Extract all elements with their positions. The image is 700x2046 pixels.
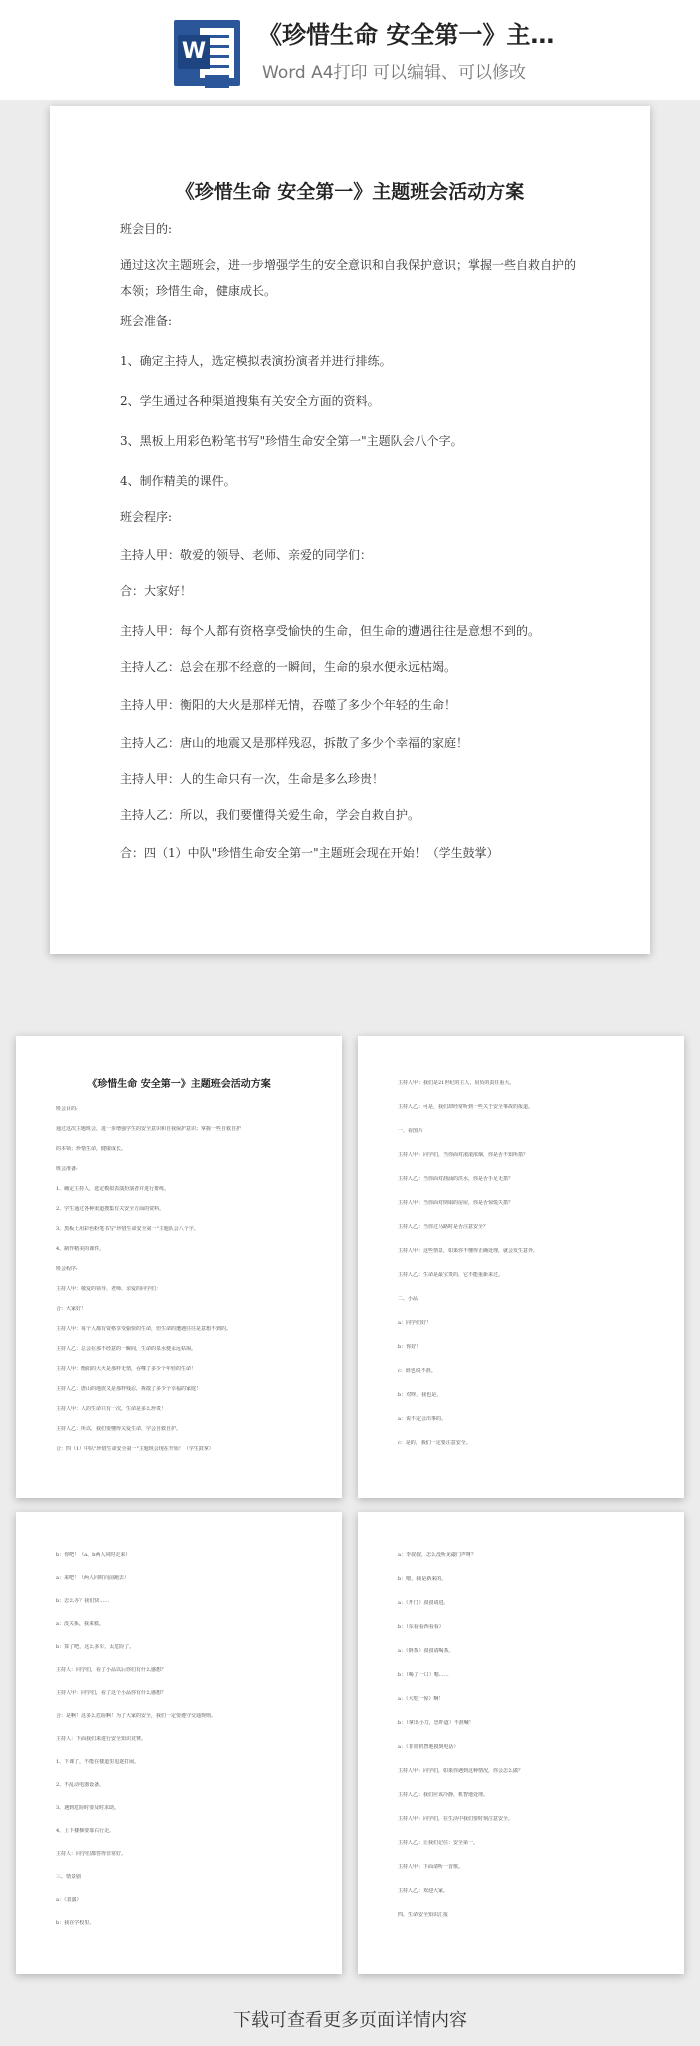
word-letter: W (178, 35, 210, 69)
thumbnail-line: 合：四（1）中队"珍惜生命安全第一"主题班会现在开始！（学生鼓掌） (56, 1446, 214, 1452)
thumbnail-line: 主持人乙：欢迎大家。 (398, 1888, 449, 1894)
thumbnail-line: 主持人乙：生命是最宝贵的，它不能重新来过。 (398, 1272, 504, 1278)
thumbnail-line: 主持人：下面我们来进行安全知识竞赛。 (56, 1736, 147, 1742)
page-thumbnail-2[interactable] (358, 1036, 684, 1498)
thumbnail-line: 主持人乙：所以，我们要懂得关爱生命，学会自救自护。 (56, 1426, 182, 1432)
paragraph: 主持人甲：敬爱的领导、老师、亲爱的同学们： (120, 548, 373, 562)
thumbnail-title: 《珍惜生命 安全第一》主题班会活动方案 (87, 1079, 271, 1090)
page-thumbnail-3[interactable] (16, 1512, 342, 1974)
thumbnail-line: c：谁也说不准。 (398, 1368, 436, 1374)
thumbnail-line: 1、确定主持人，选定模拟表演扮演者并进行排练。 (56, 1186, 170, 1192)
page-thumbnail-1[interactable] (16, 1036, 342, 1498)
thumbnail-line: b：对呀，我也是。 (398, 1392, 442, 1398)
thumbnail-line: 班会目的: (56, 1106, 78, 1112)
thumbnail-line: 主持人甲：每个人都有资格享受愉快的生命，但生命的遭遇往往是意想不到的。 (56, 1326, 232, 1332)
thumbnail-line: 四、生命安全知识汇报 (398, 1912, 449, 1918)
download-hint[interactable]: 下载可查看更多页面详情内容 (233, 2010, 467, 2031)
thumbnail-line: 主持人乙：可是，我们却经常听到一些关于安全事故的报道。 (398, 1104, 534, 1110)
thumbnail-line: 主持人乙：当你过马路时是否注意安全？ (398, 1224, 489, 1230)
thumbnail-line: b：我在学校里。 (56, 1920, 95, 1926)
thumbnail-line: a：没关系，我来救。 (56, 1621, 104, 1627)
paragraph: 合：大家好！ (120, 584, 193, 598)
thumbnail-line: 通过这次主题班会，进一步增强学生的安全意识和自我保护意识；掌握一些自救自护 (56, 1126, 242, 1132)
document-title: 《珍惜生命 安全第一》主… (258, 21, 555, 49)
thumbnail-line: b：你吧！（a、b两人同时走来） (56, 1552, 131, 1558)
paragraph: 主持人甲：衡阳的大火是那样无情，吞噬了多少个年轻的生命！ (120, 698, 457, 712)
thumbnail-line: 3、黑板上用彩色粉笔书写"珍惜生命安全第一"主题队会八个字。 (56, 1226, 199, 1232)
paragraph: 主持人乙：所以，我们要懂得关爱生命，学会自救自护。 (120, 808, 421, 822)
thumbnail-line: 主持人：同学们，看了小品以后你们有什么感想？ (56, 1667, 167, 1673)
thumbnail-line: 主持人：同学们都答得非常好。 (56, 1851, 127, 1857)
word-app-icon (174, 20, 240, 86)
thumbnail-line: b：怎么办？我们快…… (56, 1598, 110, 1604)
page-thumbnail-4[interactable] (358, 1512, 684, 1974)
thumbnail-line: 主持人乙：总会在那不经意的一瞬间，生命的泉水便永远枯竭。 (56, 1346, 197, 1352)
thumbnail-line: 4、制作精美的课件。 (56, 1246, 105, 1252)
paragraph: 主持人乙：总会在那不经意的一瞬间，生命的泉水便永远枯竭。 (120, 660, 457, 674)
thumbnail-line: 主持人甲：同学们，在生活中我们要时刻注意安全。 (398, 1816, 514, 1822)
thumbnail-line: 班会准备: (56, 1166, 78, 1172)
thumbnail-line: a：李叔叔，怎么没听见敲门声呀？ (398, 1552, 476, 1558)
thumbnail-line: a：同学们好！ (398, 1320, 431, 1326)
thumbnail-line: 的本领；珍惜生命，健康成长。 (56, 1146, 127, 1152)
thumbnail-line: b：（东看看西看看） (398, 1624, 444, 1630)
thumbnail-line: b：你好！ (398, 1344, 422, 1350)
thumbnail-line: 主持人甲：衡阳的大火是那样无情，吞噬了多少个年轻的生命！ (56, 1366, 197, 1372)
thumbnail-line: b：（拿出小刀，恐吓道）不准喊！ (398, 1720, 474, 1726)
thumbnail-line: 1、下课了，不能在楼道里追逐打闹。 (56, 1759, 140, 1765)
thumbnail-line: 主持人乙：当你面对汹涌的洪水，你是否手足无措？ (398, 1176, 514, 1182)
thumbnail-line: a：（表演） (56, 1897, 82, 1903)
thumbnail-line: a：（非常机智地摸到电话） (398, 1744, 459, 1750)
paragraph: 合：四（1）中队"珍惜生命安全第一"主题班会现在开始！（学生鼓掌） (120, 846, 499, 860)
thumbnail-line: 班会程序: (56, 1266, 78, 1272)
thumbnail-line: 合：是啊！这多么危险啊！为了大家的安全，我们一定要遵守交通规则。 (56, 1713, 217, 1719)
thumbnail-line: 主持人甲：当你面对倒塌的房屋，你是否惊慌失措？ (398, 1200, 514, 1206)
thumbnail-line: 合：大家好！ (56, 1306, 87, 1312)
main-page-preview (50, 106, 650, 954)
thumbnail-line: 主持人乙：唐山的地震又是那样残忍，拆散了多少个幸福的家庭！ (56, 1386, 202, 1392)
paragraph: 3、黑板上用彩色粉笔书写"珍惜生命安全第一"主题队会八个字。 (120, 434, 463, 448)
thumbnail-line: 主持人甲：同学们，当你面对滚滚浓烟，你是否不知所措？ (398, 1152, 529, 1158)
thumbnail-line: 主持人甲：这些情景，如果你不懂得正确处理，就会发生意外。 (398, 1248, 539, 1254)
thumbnail-line: a：（倒茶）叔叔请喝茶。 (398, 1648, 454, 1654)
paragraph: 班会准备: (120, 314, 173, 328)
thumbnail-line: a：（开门）叔叔请进。 (398, 1600, 449, 1606)
paragraph: 主持人甲：人的生命只有一次，生命是多么珍贵！ (120, 772, 385, 786)
thumbnail-line: a：说不定会出事的。 (398, 1416, 446, 1422)
thumbnail-line: 主持人甲：同学们，如果你遇到这种情况，你会怎么做？ (398, 1768, 524, 1774)
thumbnail-line: 主持人乙：我们应该冷静，机智地处理。 (398, 1792, 489, 1798)
paragraph: 1、确定主持人，选定模拟表演扮演者并进行排练。 (120, 354, 392, 368)
thumbnail-line: b：嗯，我是新来的。 (398, 1576, 447, 1582)
thumbnail-line: b：（喝了一口）嗯…… (398, 1672, 449, 1678)
thumbnail-line: 三、情景剧 (56, 1874, 82, 1880)
thumbnail-line: 主持人甲：下面请听一首歌。 (398, 1864, 464, 1870)
thumbnail-line: c：是的，我们一定要注意安全。 (398, 1440, 471, 1446)
thumbnail-line: a：来吧！（两人同时向前跑去） (56, 1575, 129, 1581)
header (0, 0, 700, 100)
document-subtitle: Word A4打印 可以编辑、可以修改 (262, 63, 526, 83)
thumbnail-line: 主持人甲：我们是21世纪的主人，肩负的责任重大。 (398, 1080, 515, 1086)
paragraph: 主持人甲：每个人都有资格享受愉快的生命，但生命的遭遇往往是意想不到的。 (120, 624, 541, 638)
paragraph: 班会程序: (120, 510, 173, 524)
thumbnail-line: 主持人乙：让我们记住：安全第一。 (398, 1840, 479, 1846)
thumbnail-line: 主持人甲：人的生命只有一次，生命是多么珍贵！ (56, 1406, 167, 1412)
thumbnail-line: 主持人甲：敬爱的领导、老师、亲爱的同学们： (56, 1286, 162, 1292)
thumbnail-line: 2、学生通过各种渠道搜集有关安全方面的资料。 (56, 1206, 165, 1212)
thumbnail-line: 主持人甲：同学们，看了这个小品你有什么感想？ (56, 1690, 167, 1696)
thumbnail-line: 二、小品 (398, 1296, 419, 1302)
thumbnail-line: 3、遇到危险时要及时求助。 (56, 1805, 120, 1811)
page-title: 《珍惜生命 安全第一》主题班会活动方案 (175, 181, 525, 203)
paragraph: 2、学生通过各种渠道搜集有关安全方面的资料。 (120, 394, 380, 408)
paragraph: 班会目的: (120, 222, 173, 236)
paragraph: 主持人乙：唐山的地震又是那样残忍，拆散了多少个幸福的家庭！ (120, 736, 469, 750)
paragraph: 通过这次主题班会，进一步增强学生的安全意识和自我保护意识；掌握一些自救自护的本领；珍惜生命，健康成长。 (120, 258, 577, 298)
thumbnail-line: 2、不乱动电器设备。 (56, 1782, 105, 1788)
thumbnail-line: 4、上下楼梯要靠右行走。 (56, 1828, 115, 1834)
thumbnail-line: 一、看图片 (398, 1128, 424, 1134)
paragraph: 4、制作精美的课件。 (120, 474, 236, 488)
thumbnail-line: b：算了吧，这么多车，太危险了。 (56, 1644, 135, 1650)
thumbnail-line: a：（大吃一惊）啊！ (398, 1696, 444, 1702)
